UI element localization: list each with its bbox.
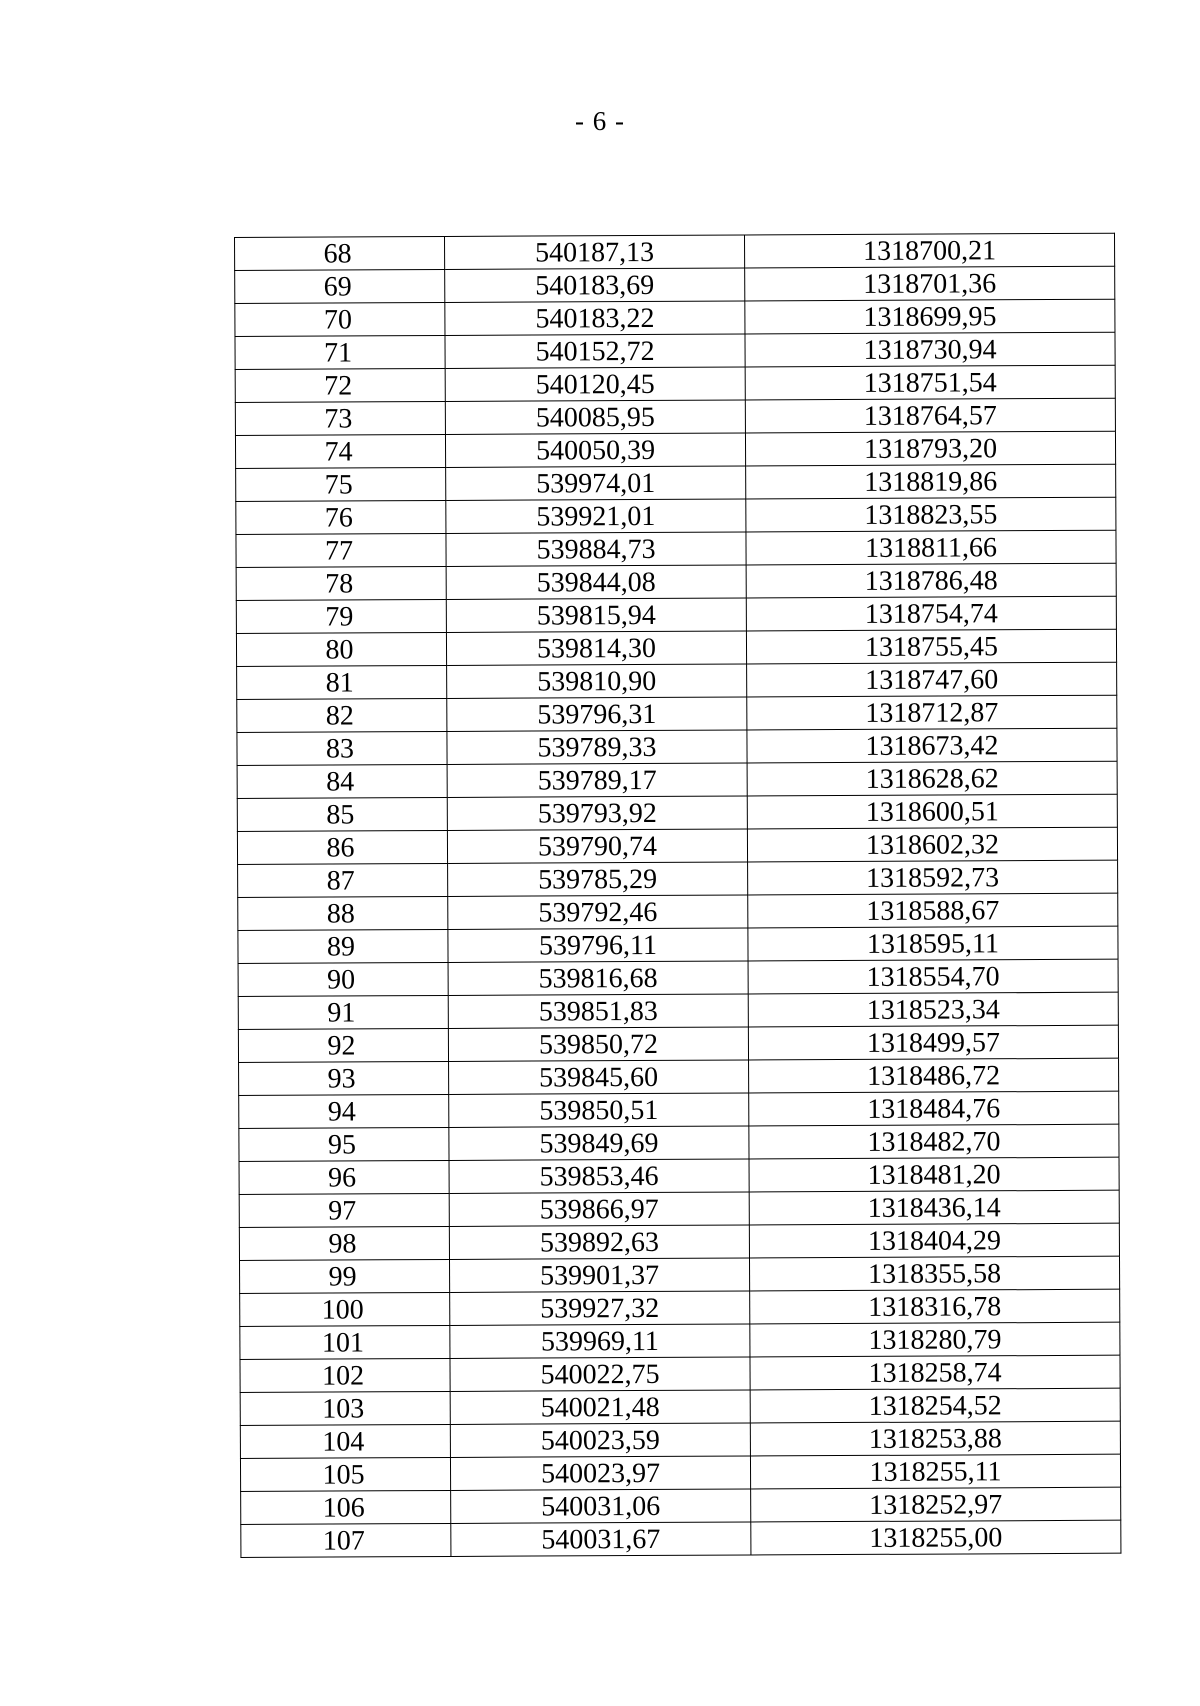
point-number-cell: 95 bbox=[239, 1127, 449, 1161]
y-coordinate-cell: 1318699,95 bbox=[745, 299, 1115, 334]
x-coordinate-cell: 539844,08 bbox=[446, 565, 746, 599]
table-row bbox=[239, 1124, 1119, 1161]
x-coordinate-cell: 540152,72 bbox=[445, 334, 745, 368]
y-coordinate-cell: 1318252,97 bbox=[751, 1487, 1121, 1522]
y-coordinate-cell: 1318712,87 bbox=[747, 695, 1117, 730]
point-number-cell: 83 bbox=[237, 731, 447, 765]
y-coordinate-cell: 1318786,48 bbox=[746, 563, 1116, 598]
point-number-cell: 86 bbox=[237, 830, 447, 864]
y-coordinate-cell: 1318554,70 bbox=[748, 959, 1118, 994]
point-number-cell: 92 bbox=[238, 1028, 448, 1062]
x-coordinate-cell: 540031,06 bbox=[451, 1489, 751, 1523]
point-number-cell: 75 bbox=[236, 467, 446, 501]
y-coordinate-cell: 1318499,57 bbox=[748, 1025, 1118, 1060]
point-number-cell: 88 bbox=[238, 896, 448, 930]
y-coordinate-cell: 1318258,74 bbox=[750, 1355, 1120, 1390]
point-number-cell: 85 bbox=[237, 797, 447, 831]
point-number-cell: 79 bbox=[236, 599, 446, 633]
point-number-cell: 90 bbox=[238, 962, 448, 996]
x-coordinate-cell: 539866,97 bbox=[449, 1192, 749, 1226]
point-number-cell: 78 bbox=[236, 566, 446, 600]
y-coordinate-cell: 1318701,36 bbox=[745, 266, 1115, 301]
table-row bbox=[237, 827, 1117, 864]
point-number-cell: 107 bbox=[241, 1523, 451, 1557]
point-number-cell: 84 bbox=[237, 764, 447, 798]
x-coordinate-cell: 539849,69 bbox=[449, 1126, 749, 1160]
y-coordinate-cell: 1318755,45 bbox=[746, 629, 1116, 664]
x-coordinate-cell: 540022,75 bbox=[450, 1357, 750, 1391]
y-coordinate-cell: 1318255,11 bbox=[750, 1454, 1120, 1489]
point-number-cell: 94 bbox=[239, 1094, 449, 1128]
x-coordinate-cell: 539892,63 bbox=[449, 1225, 749, 1259]
y-coordinate-cell: 1318484,76 bbox=[749, 1091, 1119, 1126]
coordinates-table-body bbox=[235, 233, 1121, 1557]
point-number-cell: 80 bbox=[236, 632, 446, 666]
point-number-cell: 93 bbox=[239, 1061, 449, 1095]
y-coordinate-cell: 1318481,20 bbox=[749, 1157, 1119, 1192]
point-number-cell: 76 bbox=[236, 500, 446, 534]
table-row bbox=[238, 992, 1118, 1029]
table-row bbox=[240, 1355, 1120, 1392]
x-coordinate-cell: 539810,90 bbox=[447, 664, 747, 698]
x-coordinate-cell: 540021,48 bbox=[450, 1390, 750, 1424]
x-coordinate-cell: 539814,30 bbox=[446, 631, 746, 665]
y-coordinate-cell: 1318751,54 bbox=[745, 365, 1115, 400]
x-coordinate-cell: 539974,01 bbox=[446, 466, 746, 500]
x-coordinate-cell: 540050,39 bbox=[445, 433, 745, 467]
x-coordinate-cell: 540183,22 bbox=[445, 301, 745, 335]
x-coordinate-cell: 540187,13 bbox=[444, 235, 744, 269]
y-coordinate-cell: 1318673,42 bbox=[747, 728, 1117, 763]
point-number-cell: 87 bbox=[238, 863, 448, 897]
x-coordinate-cell: 540120,45 bbox=[445, 367, 745, 401]
point-number-cell: 96 bbox=[239, 1160, 449, 1194]
x-coordinate-cell: 539969,11 bbox=[450, 1324, 750, 1358]
table-row bbox=[240, 1454, 1120, 1491]
table-row bbox=[238, 1025, 1118, 1062]
table-row bbox=[240, 1388, 1120, 1425]
table-row bbox=[236, 530, 1116, 567]
point-number-cell: 74 bbox=[235, 434, 445, 468]
x-coordinate-cell: 539851,83 bbox=[448, 994, 748, 1028]
x-coordinate-cell: 539796,31 bbox=[447, 697, 747, 731]
table-row bbox=[237, 794, 1117, 831]
y-coordinate-cell: 1318316,78 bbox=[750, 1289, 1120, 1324]
point-number-cell: 82 bbox=[237, 698, 447, 732]
table-row bbox=[236, 497, 1116, 534]
table-row bbox=[239, 1058, 1119, 1095]
table-row bbox=[240, 1289, 1120, 1326]
table-row bbox=[236, 629, 1116, 666]
table-row bbox=[236, 464, 1116, 501]
table-row bbox=[241, 1487, 1121, 1524]
x-coordinate-cell: 539850,51 bbox=[449, 1093, 749, 1127]
y-coordinate-cell: 1318602,32 bbox=[747, 827, 1117, 862]
y-coordinate-cell: 1318588,67 bbox=[748, 893, 1118, 928]
table-row bbox=[235, 398, 1115, 435]
point-number-cell: 100 bbox=[240, 1292, 450, 1326]
x-coordinate-cell: 539789,33 bbox=[447, 730, 747, 764]
table-row bbox=[240, 1421, 1120, 1458]
table-row bbox=[236, 596, 1116, 633]
y-coordinate-cell: 1318600,51 bbox=[747, 794, 1117, 829]
table-row bbox=[237, 761, 1117, 798]
point-number-cell: 73 bbox=[235, 401, 445, 435]
point-number-cell: 81 bbox=[237, 665, 447, 699]
x-coordinate-cell: 539927,32 bbox=[450, 1291, 750, 1325]
point-number-cell: 89 bbox=[238, 929, 448, 963]
x-coordinate-cell: 539853,46 bbox=[449, 1159, 749, 1193]
y-coordinate-cell: 1318747,60 bbox=[747, 662, 1117, 697]
y-coordinate-cell: 1318811,66 bbox=[746, 530, 1116, 565]
point-number-cell: 104 bbox=[240, 1424, 450, 1458]
x-coordinate-cell: 540031,67 bbox=[451, 1522, 751, 1556]
x-coordinate-cell: 539793,92 bbox=[447, 796, 747, 830]
y-coordinate-cell: 1318764,57 bbox=[745, 398, 1115, 433]
x-coordinate-cell: 539785,29 bbox=[448, 862, 748, 896]
table-row bbox=[235, 233, 1115, 270]
x-coordinate-cell: 539796,11 bbox=[448, 928, 748, 962]
table-row bbox=[238, 926, 1118, 963]
y-coordinate-cell: 1318754,74 bbox=[746, 596, 1116, 631]
point-number-cell: 72 bbox=[235, 368, 445, 402]
y-coordinate-cell: 1318436,14 bbox=[749, 1190, 1119, 1225]
table-row bbox=[235, 332, 1115, 369]
y-coordinate-cell: 1318255,00 bbox=[751, 1520, 1121, 1555]
point-number-cell: 71 bbox=[235, 335, 445, 369]
table-row bbox=[240, 1322, 1120, 1359]
table-row bbox=[241, 1520, 1121, 1557]
point-number-cell: 70 bbox=[235, 302, 445, 336]
point-number-cell: 105 bbox=[240, 1457, 450, 1491]
point-number-cell: 69 bbox=[235, 269, 445, 303]
point-number-cell: 102 bbox=[240, 1358, 450, 1392]
x-coordinate-cell: 539901,37 bbox=[449, 1258, 749, 1292]
y-coordinate-cell: 1318730,94 bbox=[745, 332, 1115, 367]
point-number-cell: 68 bbox=[235, 236, 445, 270]
x-coordinate-cell: 540183,69 bbox=[445, 268, 745, 302]
point-number-cell: 99 bbox=[240, 1259, 450, 1293]
table-row bbox=[238, 959, 1118, 996]
point-number-cell: 98 bbox=[239, 1226, 449, 1260]
y-coordinate-cell: 1318595,11 bbox=[748, 926, 1118, 961]
x-coordinate-cell: 539850,72 bbox=[448, 1027, 748, 1061]
y-coordinate-cell: 1318280,79 bbox=[750, 1322, 1120, 1357]
table-row bbox=[235, 365, 1115, 402]
point-number-cell: 91 bbox=[238, 995, 448, 1029]
y-coordinate-cell: 1318628,62 bbox=[747, 761, 1117, 796]
point-number-cell: 101 bbox=[240, 1325, 450, 1359]
table-row bbox=[235, 431, 1115, 468]
table-row bbox=[240, 1256, 1120, 1293]
coordinates-table bbox=[234, 233, 1121, 1558]
table-row bbox=[237, 662, 1117, 699]
table-row bbox=[239, 1091, 1119, 1128]
point-number-cell: 106 bbox=[241, 1490, 451, 1524]
x-coordinate-cell: 539921,01 bbox=[446, 499, 746, 533]
table-row bbox=[237, 695, 1117, 732]
page-number: - 6 - bbox=[575, 106, 625, 136]
table-row bbox=[239, 1157, 1119, 1194]
point-number-cell: 97 bbox=[239, 1193, 449, 1227]
y-coordinate-cell: 1318793,20 bbox=[745, 431, 1115, 466]
y-coordinate-cell: 1318404,29 bbox=[749, 1223, 1119, 1258]
table-row bbox=[239, 1223, 1119, 1260]
x-coordinate-cell: 539792,46 bbox=[448, 895, 748, 929]
table-row bbox=[238, 860, 1118, 897]
table-row bbox=[235, 266, 1115, 303]
y-coordinate-cell: 1318355,58 bbox=[749, 1256, 1119, 1291]
table-row bbox=[238, 893, 1118, 930]
point-number-cell: 77 bbox=[236, 533, 446, 567]
y-coordinate-cell: 1318823,55 bbox=[746, 497, 1116, 532]
table-row bbox=[239, 1190, 1119, 1227]
x-coordinate-cell: 539845,60 bbox=[449, 1060, 749, 1094]
table-row bbox=[235, 299, 1115, 336]
x-coordinate-cell: 540023,97 bbox=[450, 1456, 750, 1490]
x-coordinate-cell: 539815,94 bbox=[446, 598, 746, 632]
y-coordinate-cell: 1318523,34 bbox=[748, 992, 1118, 1027]
y-coordinate-cell: 1318486,72 bbox=[749, 1058, 1119, 1093]
x-coordinate-cell: 539816,68 bbox=[448, 961, 748, 995]
y-coordinate-cell: 1318700,21 bbox=[744, 233, 1114, 268]
x-coordinate-cell: 540023,59 bbox=[450, 1423, 750, 1457]
y-coordinate-cell: 1318482,70 bbox=[749, 1124, 1119, 1159]
table-row bbox=[236, 563, 1116, 600]
x-coordinate-cell: 539789,17 bbox=[447, 763, 747, 797]
y-coordinate-cell: 1318253,88 bbox=[750, 1421, 1120, 1456]
y-coordinate-cell: 1318819,86 bbox=[746, 464, 1116, 499]
x-coordinate-cell: 540085,95 bbox=[445, 400, 745, 434]
x-coordinate-cell: 539884,73 bbox=[446, 532, 746, 566]
table-row bbox=[237, 728, 1117, 765]
y-coordinate-cell: 1318592,73 bbox=[748, 860, 1118, 895]
y-coordinate-cell: 1318254,52 bbox=[750, 1388, 1120, 1423]
point-number-cell: 103 bbox=[240, 1391, 450, 1425]
x-coordinate-cell: 539790,74 bbox=[447, 829, 747, 863]
